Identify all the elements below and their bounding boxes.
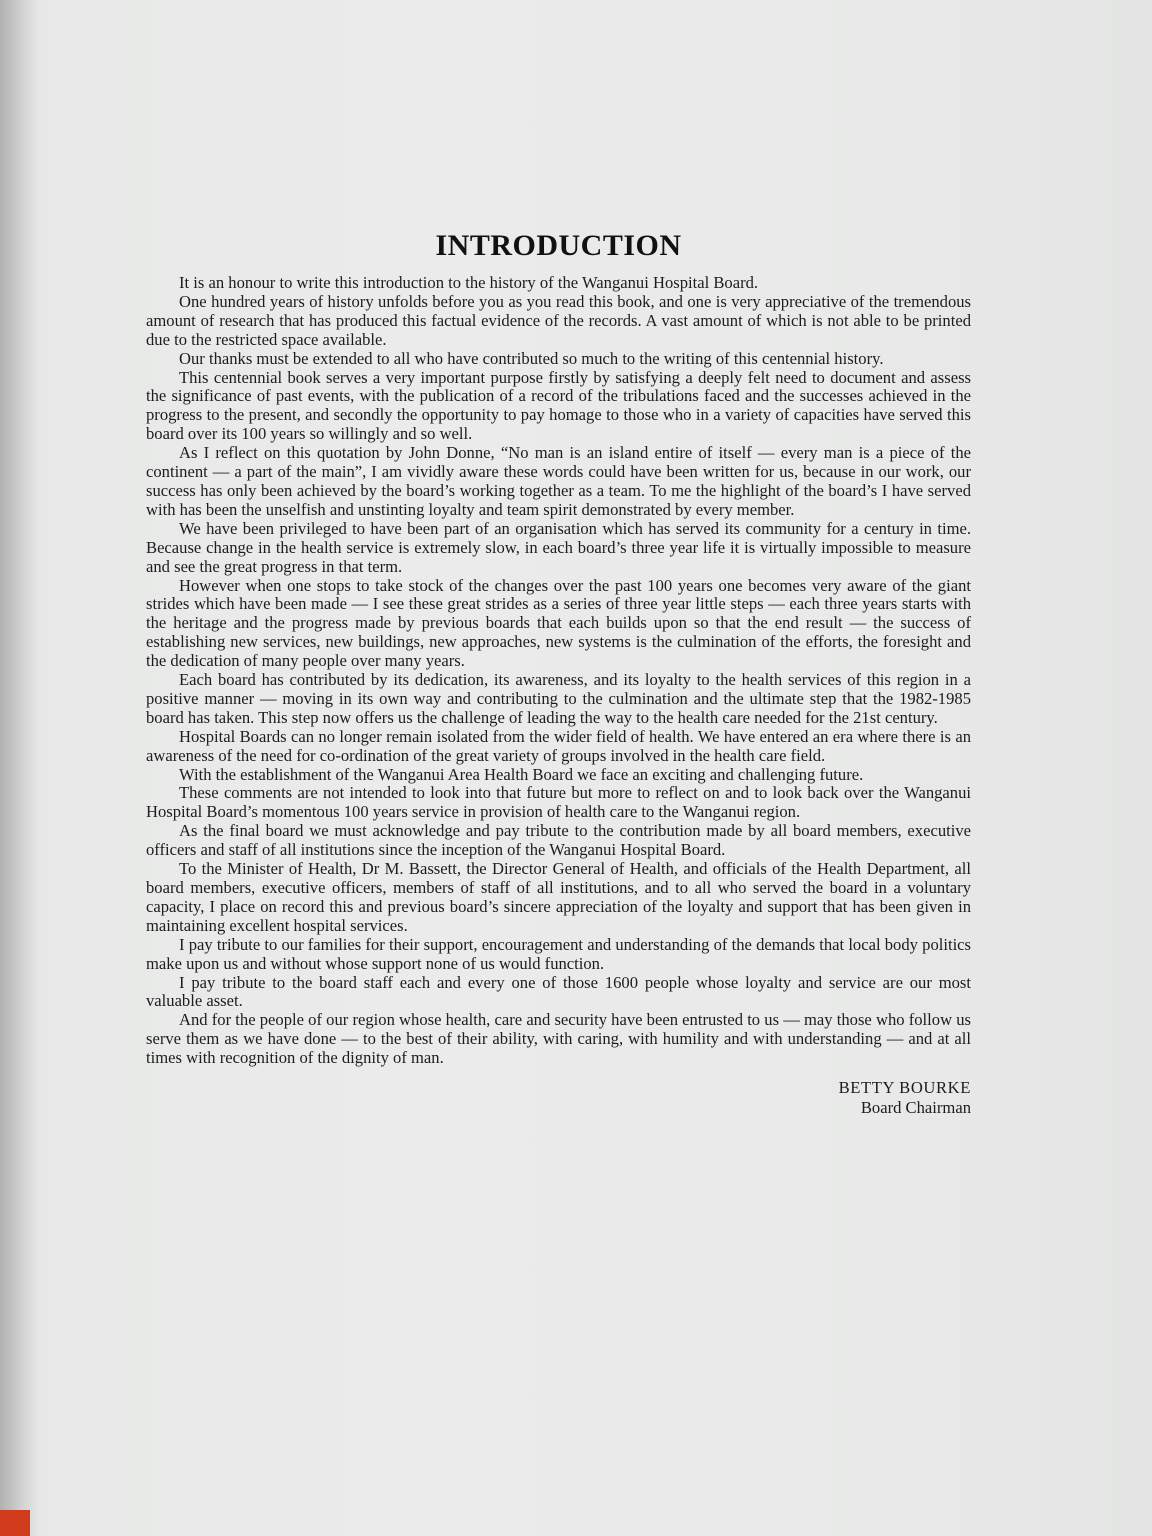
paragraph: And for the people of our region whose health, care and security have been entrusted to us — may those who follow us serve them as we have done — to the best of their ability, with caring, with humility and with understanding — and at all times with recognition of the dignity of man. bbox=[146, 1010, 971, 1068]
book-spine-shadow bbox=[0, 0, 40, 1536]
page-content bbox=[146, 228, 971, 1118]
book-cover-edge bbox=[0, 1510, 30, 1536]
paragraph: With the establishment of the Wanganui Area Health Board we face an exciting and challenging future. bbox=[179, 764, 864, 784]
paragraph: I pay tribute to the board staff each and every one of those 1600 people whose loyalty and service are our most valuable asset. bbox=[146, 972, 971, 1011]
paragraph: These comments are not intended to look into that future but more to reflect on and to look back over the Wanganui Hospital Board’s momentous 100 years service in provision of health care to the Wanganui region. bbox=[146, 783, 971, 822]
page-title: INTRODUCTION bbox=[435, 229, 682, 262]
paragraph: However when one stops to take stock of the changes over the past 100 years one becomes very aware of the giant strides which have been made — I see these great strides as a series of three year little steps — each three years starts with the heritage and the progress made by previous boards that each builds upon so that the end result — the success of establishing new services, new buildings, new approaches, new systems is the culmination of the efforts, the foresight and the dedication of many people over many years. bbox=[146, 575, 971, 671]
book-page bbox=[40, 0, 1152, 1536]
signature-block bbox=[146, 1078, 971, 1118]
paragraph: Our thanks must be extended to all who have contributed so much to the writing of this centennial history. bbox=[179, 348, 884, 368]
paragraph: To the Minister of Health, Dr M. Bassett, the Director General of Health, and officials of the Health Department, all board members, executive officers, members of staff of all institutions, and to all who served the board in a voluntary capacity, I place on record this and previous board’s sincere appreciation of the loyalty and support that has been given in maintaining excellent hospital services. bbox=[146, 859, 971, 935]
paragraph: One hundred years of history unfolds before you as you read this book, and one is very appreciative of the tremendous amount of research that has produced this factual evidence of the records. A vast amount of which is not able to be printed due to the restricted space available. bbox=[146, 291, 971, 349]
paragraph: As I reflect on this quotation by John Donne, “No man is an island entire of itself — every man is a piece of the continent — a part of the main”, I am vividly aware these words could have been written for us, because in our work, our success has only been achieved by the board’s working together as a team. To me the highlight of the board’s I have served with has been the unselfish and unstinting loyalty and team spirit demonstrated by every member. bbox=[146, 443, 971, 519]
signatory-name: BETTY BOURKE bbox=[838, 1078, 971, 1098]
signatory-role: Board Chairman bbox=[860, 1098, 971, 1118]
paragraph: I pay tribute to our families for their support, encouragement and understanding of the demands that local body politics make upon us and without whose support none of us would function. bbox=[146, 934, 971, 973]
paragraph: As the final board we must acknowledge and pay tribute to the contribution made by all board members, executive officers and staff of all institutions since the inception of the Wanganui Hospital Board. bbox=[146, 821, 971, 860]
paragraph: Each board has contributed by its dedication, its awareness, and its loyalty to the health services of this region in a positive manner — moving in its own way and contributing to the culmination and the ultimate step that the 1982-1985 board has taken. This step now offers us the challenge of leading the way to the health care needed for the 21st century. bbox=[146, 670, 971, 727]
paragraph: Hospital Boards can no longer remain isolated from the wider field of health. We have entered an era where there is an awareness of the need for co-ordination of the great variety of groups involved in the health care field. bbox=[146, 726, 971, 765]
paragraph: It is an honour to write this introduction to the history of the Wanganui Hospital Board. bbox=[179, 273, 759, 292]
paragraph: We have been privileged to have been part of an organisation which has served its community for a century in time. Because change in the health service is extremely slow, in each board’s three year life it is virtually impossible to measure and see the great progress in that term. bbox=[146, 518, 971, 576]
paragraph: This centennial book serves a very important purpose firstly by satisfying a deeply felt need to document and assess the significance of past events, with the publication of a record of the tribulations faced and the successes achieved in the progress to the present, and secondly the opportunity to pay homage to those who in a variety of capacities have served this board over its 100 years so willingly and so well. bbox=[146, 367, 971, 444]
